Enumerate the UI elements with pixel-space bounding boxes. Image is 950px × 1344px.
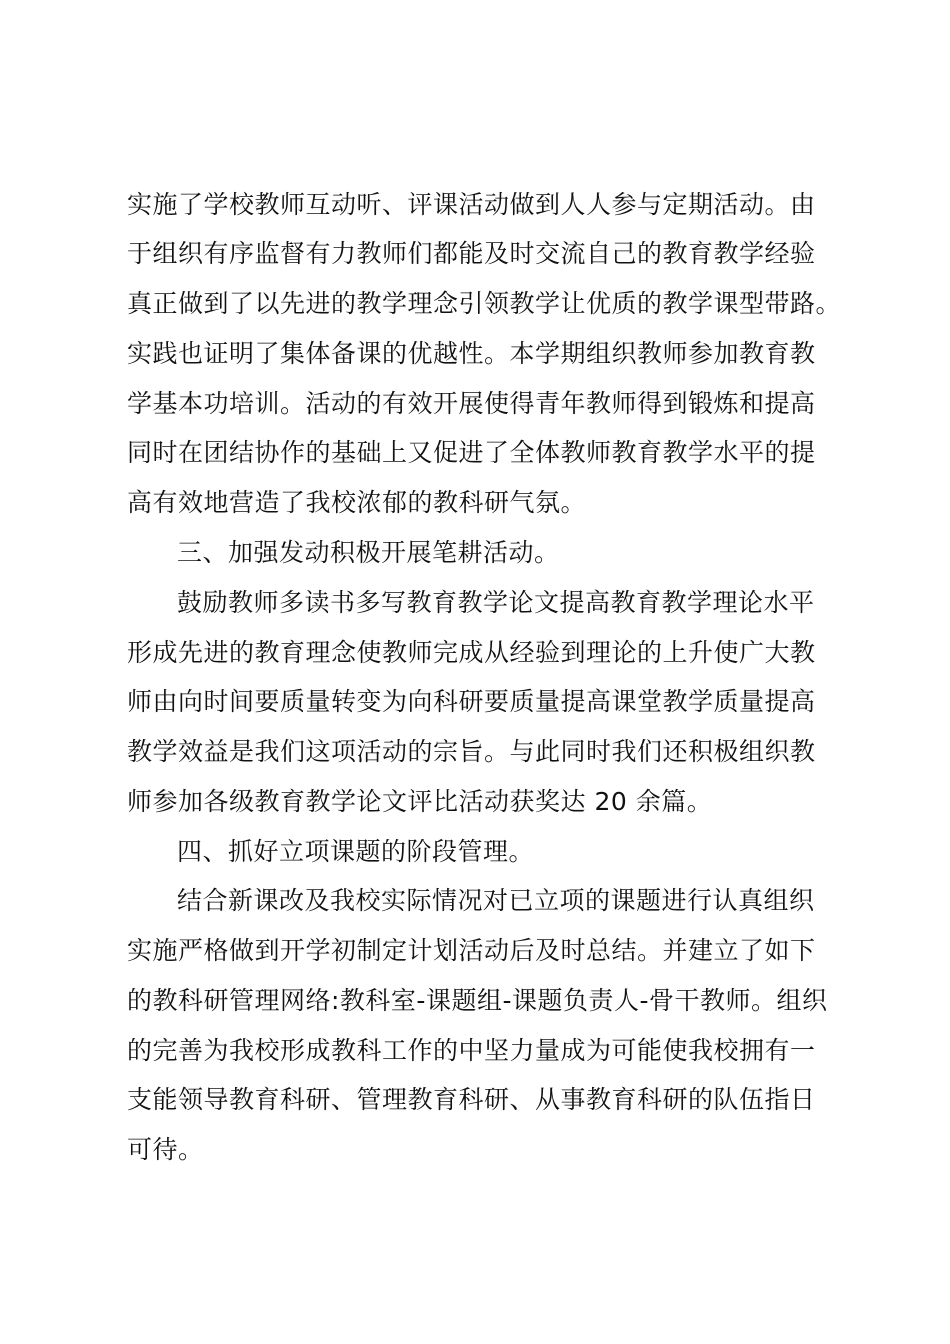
text-line: 师由向时间要质量转变为向科研要质量提高课堂教学质量提高	[127, 687, 816, 716]
text-line: 的教科研管理网络:教科室-课题组-课题负责人-骨干教师。组织	[127, 986, 828, 1015]
section-heading-3: 三、加强发动积极开展笔耕活动。	[177, 538, 560, 567]
text-line: 师参加各级教育教学论文评比活动获奖达 20 余篇。	[127, 787, 713, 816]
text-line: 的完善为我校形成教科工作的中坚力量成为可能使我校拥有一	[127, 1036, 816, 1065]
text-line: 实践也证明了集体备课的优越性。本学期组织教师参加教育教	[127, 339, 816, 368]
text-line: 支能领导教育科研、管理教育科研、从事教育科研的队伍指日	[127, 1085, 816, 1114]
text-line: 鼓励教师多读书多写教育教学论文提高教育教学理论水平	[177, 588, 815, 617]
text-line: 同时在团结协作的基础上又促进了全体教师教育教学水平的提	[127, 438, 816, 467]
text-line: 高有效地营造了我校浓郁的教科研气氛。	[127, 488, 587, 517]
text-line: 实施了学校教师互动听、评课活动做到人人参与定期活动。由	[127, 190, 816, 219]
text-line: 实施严格做到开学初制定计划活动后及时总结。并建立了如下	[127, 936, 816, 965]
text-line: 学基本功培训。活动的有效开展使得青年教师得到锻炼和提高	[127, 389, 816, 418]
text-line: 形成先进的教育理念使教师完成从经验到理论的上升使广大教	[127, 638, 816, 667]
text-line: 结合新课改及我校实际情况对已立项的课题进行认真组织	[177, 886, 815, 915]
text-line: 真正做到了以先进的教学理念引领教学让优质的教学课型带路。	[127, 289, 842, 318]
section-heading-4: 四、抓好立项课题的阶段管理。	[177, 837, 535, 866]
text-line: 于组织有序监督有力教师们都能及时交流自己的教育教学经验	[127, 239, 816, 268]
text-line: 教学效益是我们这项活动的宗旨。与此同时我们还积极组织教	[127, 737, 816, 766]
text-line: 可待。	[127, 1135, 204, 1164]
